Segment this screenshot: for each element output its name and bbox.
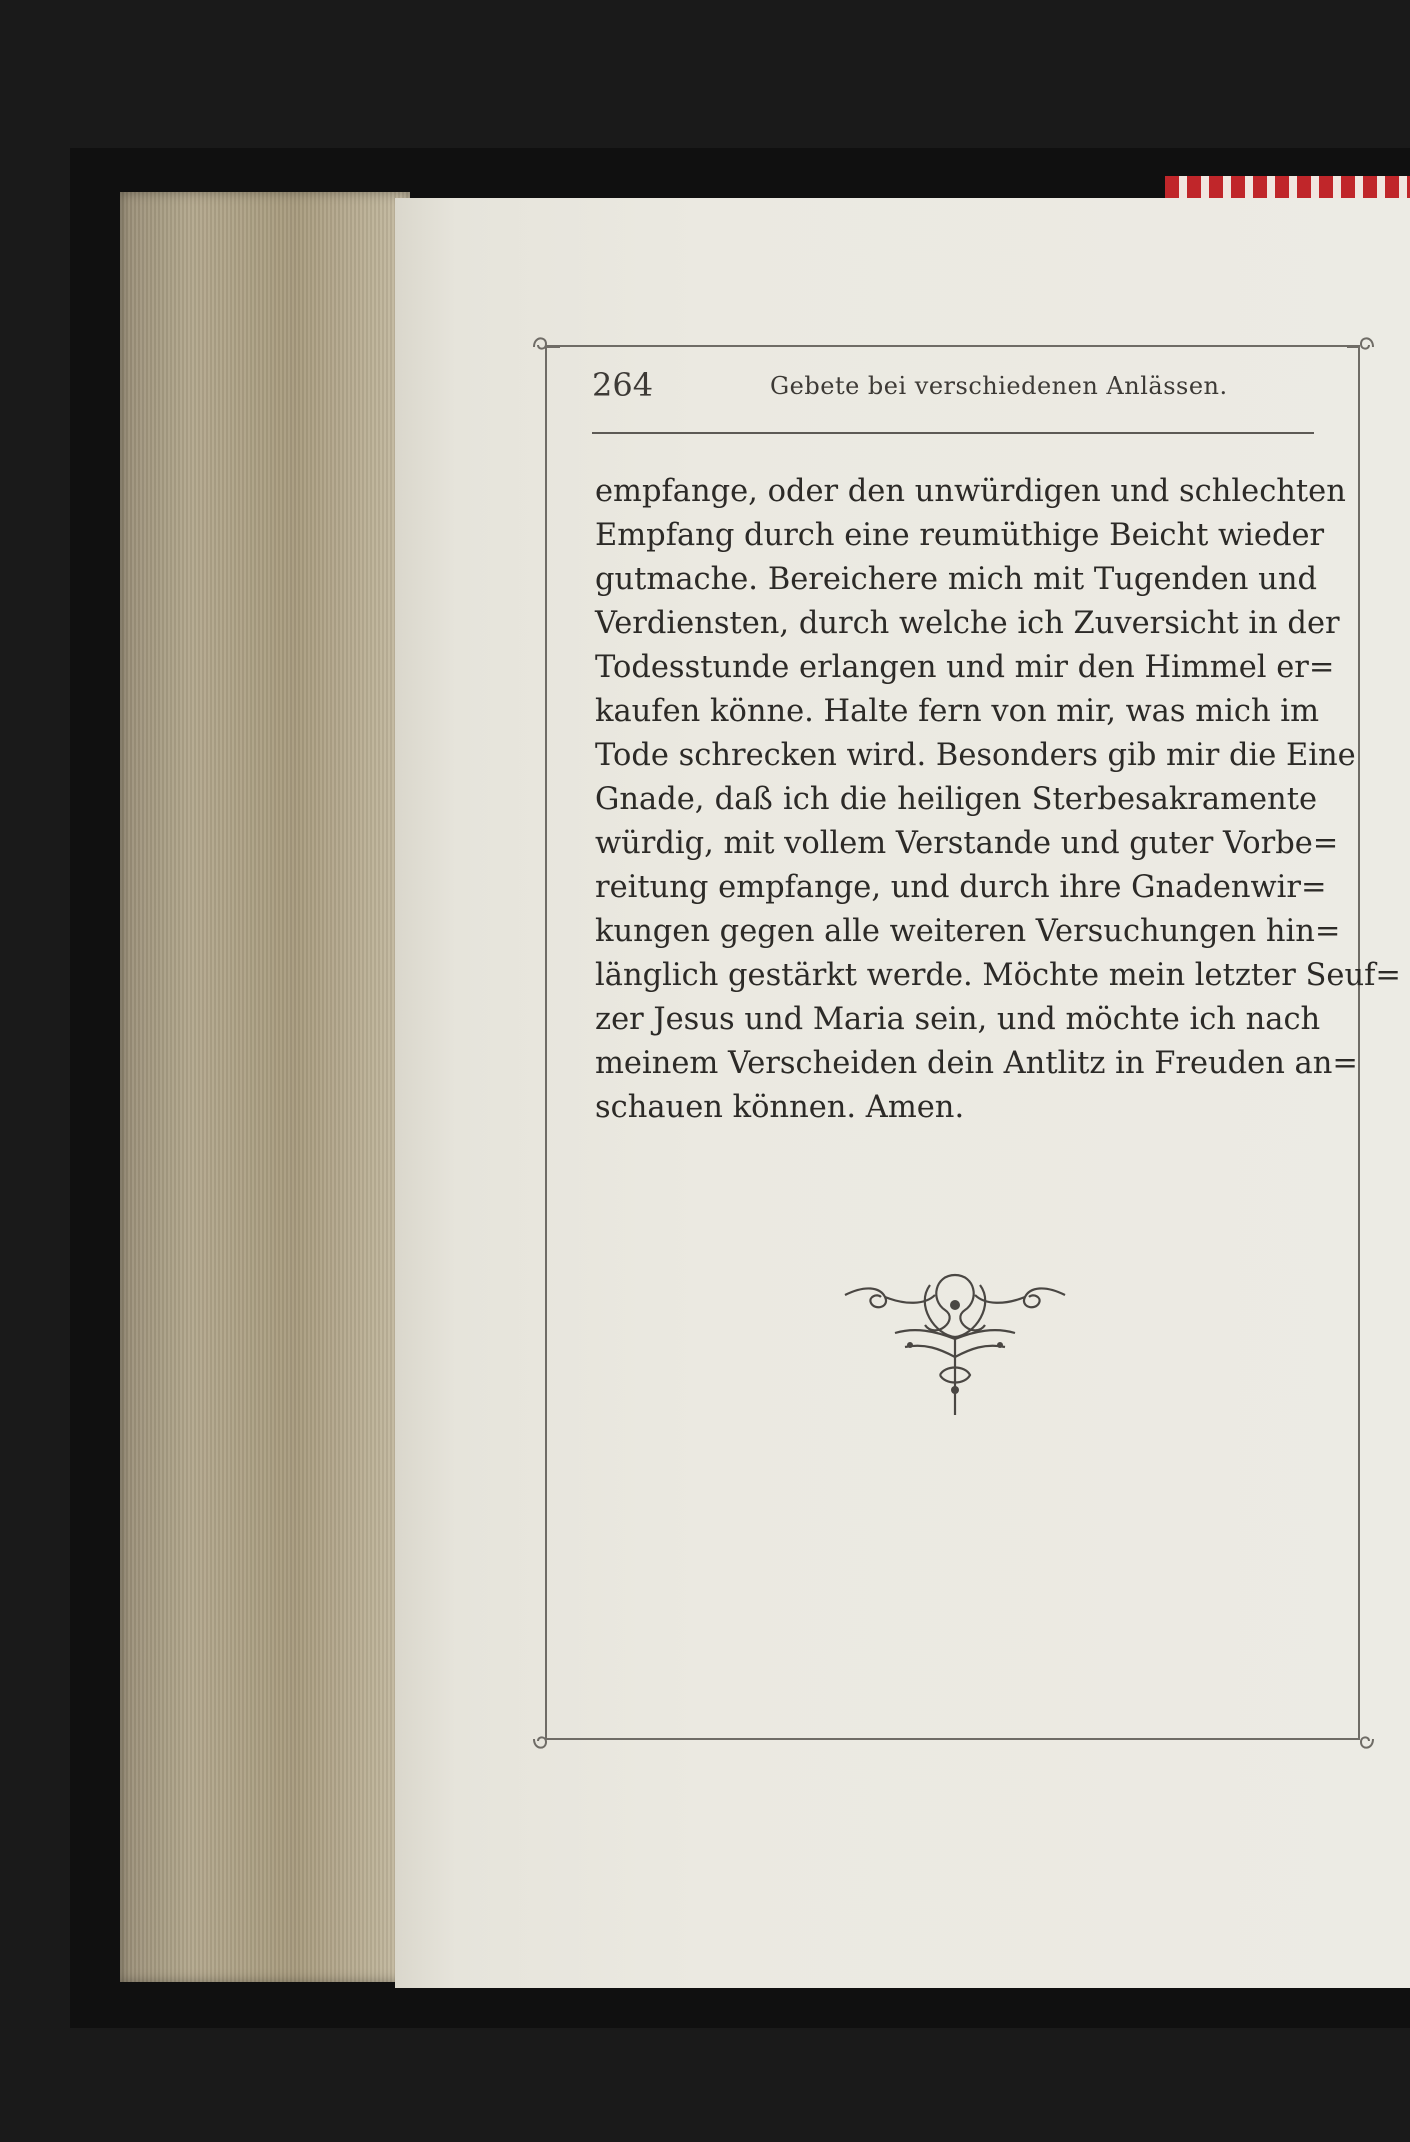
text-line: Gnade, daß ich die heiligen Sterbesakramente [595, 782, 1317, 817]
page-number: 264 [592, 366, 654, 404]
vignette-ornament-icon [835, 1265, 1075, 1440]
body-text [595, 470, 1401, 1130]
text-line: Todesstunde erlangen und mir den Himmel er= [595, 650, 1335, 685]
text-line: Tode schrecken wird. Besonders gib mir die Eine [595, 738, 1356, 773]
text-line: würdig, mit vollem Verstande und guter Vorbe= [595, 826, 1339, 861]
text-line: meinem Verscheiden dein Antlitz in Freuden an= [595, 1046, 1358, 1081]
corner-ornament-bottom-left-icon [530, 1722, 564, 1756]
text-line: gutmache. Bereichere mich mit Tugenden und [595, 562, 1317, 597]
text-line: Verdiensten, durch welche ich Zuversicht in der [595, 606, 1340, 641]
text-line: kungen gegen alle weiteren Versuchungen hin= [595, 914, 1341, 949]
text-line: schauen können. Amen. [595, 1090, 965, 1125]
page-header [592, 362, 1312, 418]
corner-ornament-top-left-icon [530, 330, 564, 364]
text-line: länglich gestärkt werde. Möchte mein letzter Seuf= [595, 958, 1401, 993]
text-line: Empfang durch eine reumüthige Beicht wieder [595, 518, 1325, 553]
header-rule [592, 432, 1314, 434]
text-line: empfange, oder den unwürdigen und schlechten [595, 474, 1346, 509]
text-line: reitung empfange, und durch ihre Gnadenwir= [595, 870, 1327, 905]
running-title: Gebete bei verschiedenen Anlässen. [770, 372, 1228, 400]
page-edges [120, 192, 410, 1982]
corner-ornament-top-right-icon [1343, 330, 1377, 364]
corner-ornament-bottom-right-icon [1343, 1722, 1377, 1756]
text-line: zer Jesus und Maria sein, und möchte ich nach [595, 1002, 1321, 1037]
text-line: kaufen könne. Halte fern von mir, was mich im [595, 694, 1319, 729]
